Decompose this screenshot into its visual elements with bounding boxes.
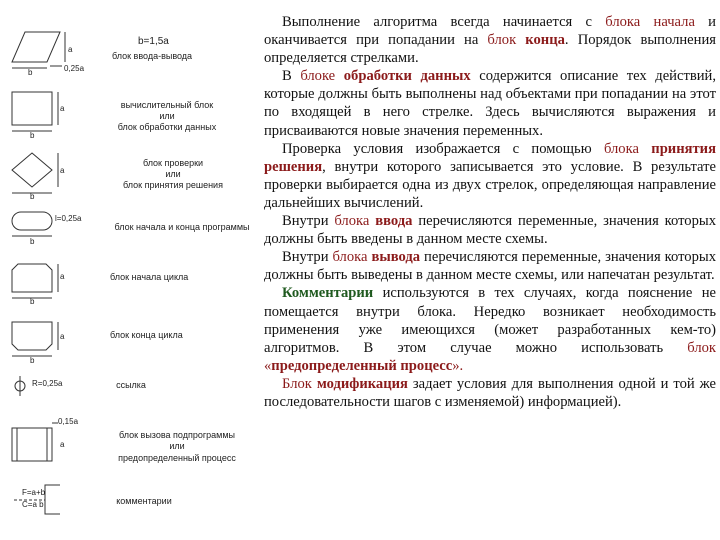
dim-c-ab: C=a b — [22, 500, 44, 509]
decision-block-shape — [12, 153, 58, 193]
dim-a025: 0,25a — [64, 64, 85, 73]
label-connector-block: ссылка — [116, 380, 146, 390]
dim-a-8: a — [60, 440, 65, 449]
label-decision-block-1: блок проверки — [142, 158, 204, 168]
label-terminator-block: блок начала и конца программы — [114, 222, 250, 232]
dim-b-1: b — [28, 68, 33, 77]
process-block-shape — [12, 92, 58, 131]
paragraph-output: Внутри блока вывода перечисляются переменные, значения которых должны быть выведены в данном месте схемы, или напечатан результат. — [264, 249, 717, 284]
predefined-process-block-shape — [12, 423, 58, 461]
paragraph-start-end: Выполнение алгоритма всегда начинается с блока начала и оканчивается при попадании на блок конца. Порядок выполнения определяется стрелками. — [264, 14, 716, 67]
label-calc-block-3: блок обработки данных — [117, 122, 217, 132]
loop-end-block-shape — [12, 322, 58, 356]
paragraph-modification: Блок модификация задает условия для выполнения одной и той же последовательности шагов с изменяемой) информацией). — [264, 375, 717, 410]
connector-block-shape — [15, 376, 25, 396]
paragraph-input: Внутри блока ввода перечисляются переменные, значения которых должны быть введены в данном месте схемы. — [264, 213, 716, 248]
label-decision-block-3: блок принятия решения — [123, 180, 223, 190]
dim-b-6: b — [30, 356, 35, 365]
dim-b-5: b — [30, 297, 35, 306]
dim-a-5: a — [60, 272, 65, 281]
label-subroutine-block-3: предопределенный процесс — [118, 453, 236, 463]
io-block-shape — [12, 32, 65, 68]
dim-b-eq: b=1,5a — [138, 36, 169, 47]
label-io-block: блок ввода-вывода — [112, 51, 193, 61]
dim-a-6: a — [60, 332, 65, 341]
dim-w015: 0,15a — [58, 417, 79, 426]
label-loop-start-block: блок начала цикла — [110, 272, 189, 282]
paragraph-comments: Комментарии используются в тех случаях, когда пояснение не помещается внутри блока. Нередко возникает необходимость применения уже имеющихся (может разработанных кем-то) алгоритмов. В этом случае можно использовать блок «предопределенный процесс». — [264, 285, 716, 374]
dim-a-2: a — [60, 104, 65, 113]
label-subroutine-block-1: блок вызова подпрограммы — [119, 430, 235, 440]
label-decision-block-2: или — [165, 169, 181, 179]
flowchart-symbols-panel — [0, 0, 262, 540]
label-calc-block-2: или — [159, 111, 175, 121]
loop-start-block-shape — [12, 264, 58, 298]
label-loop-end-block: блок конца цикла — [110, 330, 183, 340]
dim-b-3: b — [30, 192, 35, 201]
label-subroutine-block-2: или — [169, 441, 185, 451]
paragraph-decision: Проверка условия изображается с помощью блока принятия решения, внутри которого записывается это условие. В результате проверки выбирается одна из двух стрелок, определяющая направление дальнейших вычислений. — [264, 140, 716, 211]
dim-b-2: b — [30, 131, 35, 140]
paragraph-processing: В блоке обработки данных содержится описание тех действий, которые должны быть выполнены над объектами при попадании на этот по входящей в него стрелке. Здесь вычисляются выражения и присваиваются новые значения переменных. — [264, 68, 717, 139]
explanation-text — [264, 13, 716, 411]
terminator-block-shape — [12, 212, 52, 236]
dim-f-ab: F=a+b — [22, 488, 46, 497]
dim-l025: l=0,25a — [55, 214, 82, 223]
dim-a-1: a — [68, 45, 73, 54]
dim-a-3: a — [60, 166, 65, 175]
label-comment-block: комментарии — [116, 496, 172, 506]
dim-r025: R=0,25a — [32, 379, 63, 388]
label-calc-block-1: вычислительный блок — [120, 100, 214, 110]
dim-b-4: b — [30, 237, 35, 246]
